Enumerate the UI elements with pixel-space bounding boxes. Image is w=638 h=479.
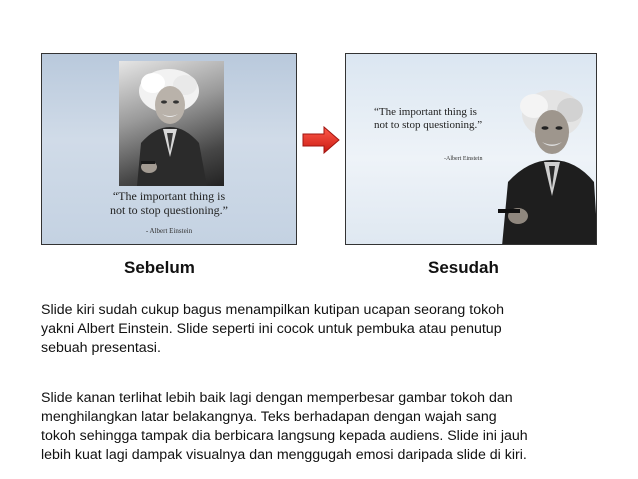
paragraph-1-line-2: yakni Albert Einstein. Slide seperti ini cocok untuk pembuka atau penutup: [41, 321, 502, 337]
quote-after-line-2: not to stop questioning.”: [374, 119, 483, 131]
paragraph-2-line-1: Slide kanan terlihat lebih baik lagi dengan memperbesar gambar tokoh dan: [41, 390, 513, 406]
quote-before: [42, 189, 296, 217]
paragraph-1-line-3: sebuah presentasi.: [41, 340, 161, 356]
einstein-portrait-drawing: [494, 84, 597, 245]
quote-after: [374, 106, 504, 132]
caption-after: Sesudah: [428, 258, 499, 277]
right-arrow-shape: [302, 126, 340, 154]
attribution-before: - Albert Einstein: [145, 227, 193, 235]
paragraph-2-line-4: lebih kuat lagi dampak visualnya dan menggugah emosi daripada slide di kiri.: [41, 447, 527, 463]
attribution-after: -Albert Einstein: [444, 156, 483, 162]
quote-after-line-1: “The important thing is: [374, 106, 477, 118]
caption-before: Sebelum: [124, 258, 195, 277]
paragraph-1-line-1: Slide kiri sudah cukup bagus menampilkan kutipan ucapan seorang tokoh: [41, 302, 504, 318]
einstein-portrait: [494, 84, 597, 245]
paragraph-2-line-3: tokoh sehingga tampak dia berbicara langsung kepada audiens. Slide ini jauh: [41, 428, 528, 444]
paragraph-2: [41, 389, 601, 465]
quote-before-line-2: not to stop questioning.”: [110, 203, 228, 217]
slide-after: [345, 53, 597, 245]
einstein-photo: [119, 61, 224, 186]
einstein-photo-drawing: [119, 61, 224, 186]
paragraph-2-line-2: menghilangkan latar belakangnya. Teks berhadapan dengan wajah sang: [41, 409, 497, 425]
paragraph-1: [41, 301, 601, 358]
right-arrow-icon: [302, 126, 340, 154]
slide-before: [41, 53, 297, 245]
quote-before-line-1: “The important thing is: [112, 189, 226, 203]
